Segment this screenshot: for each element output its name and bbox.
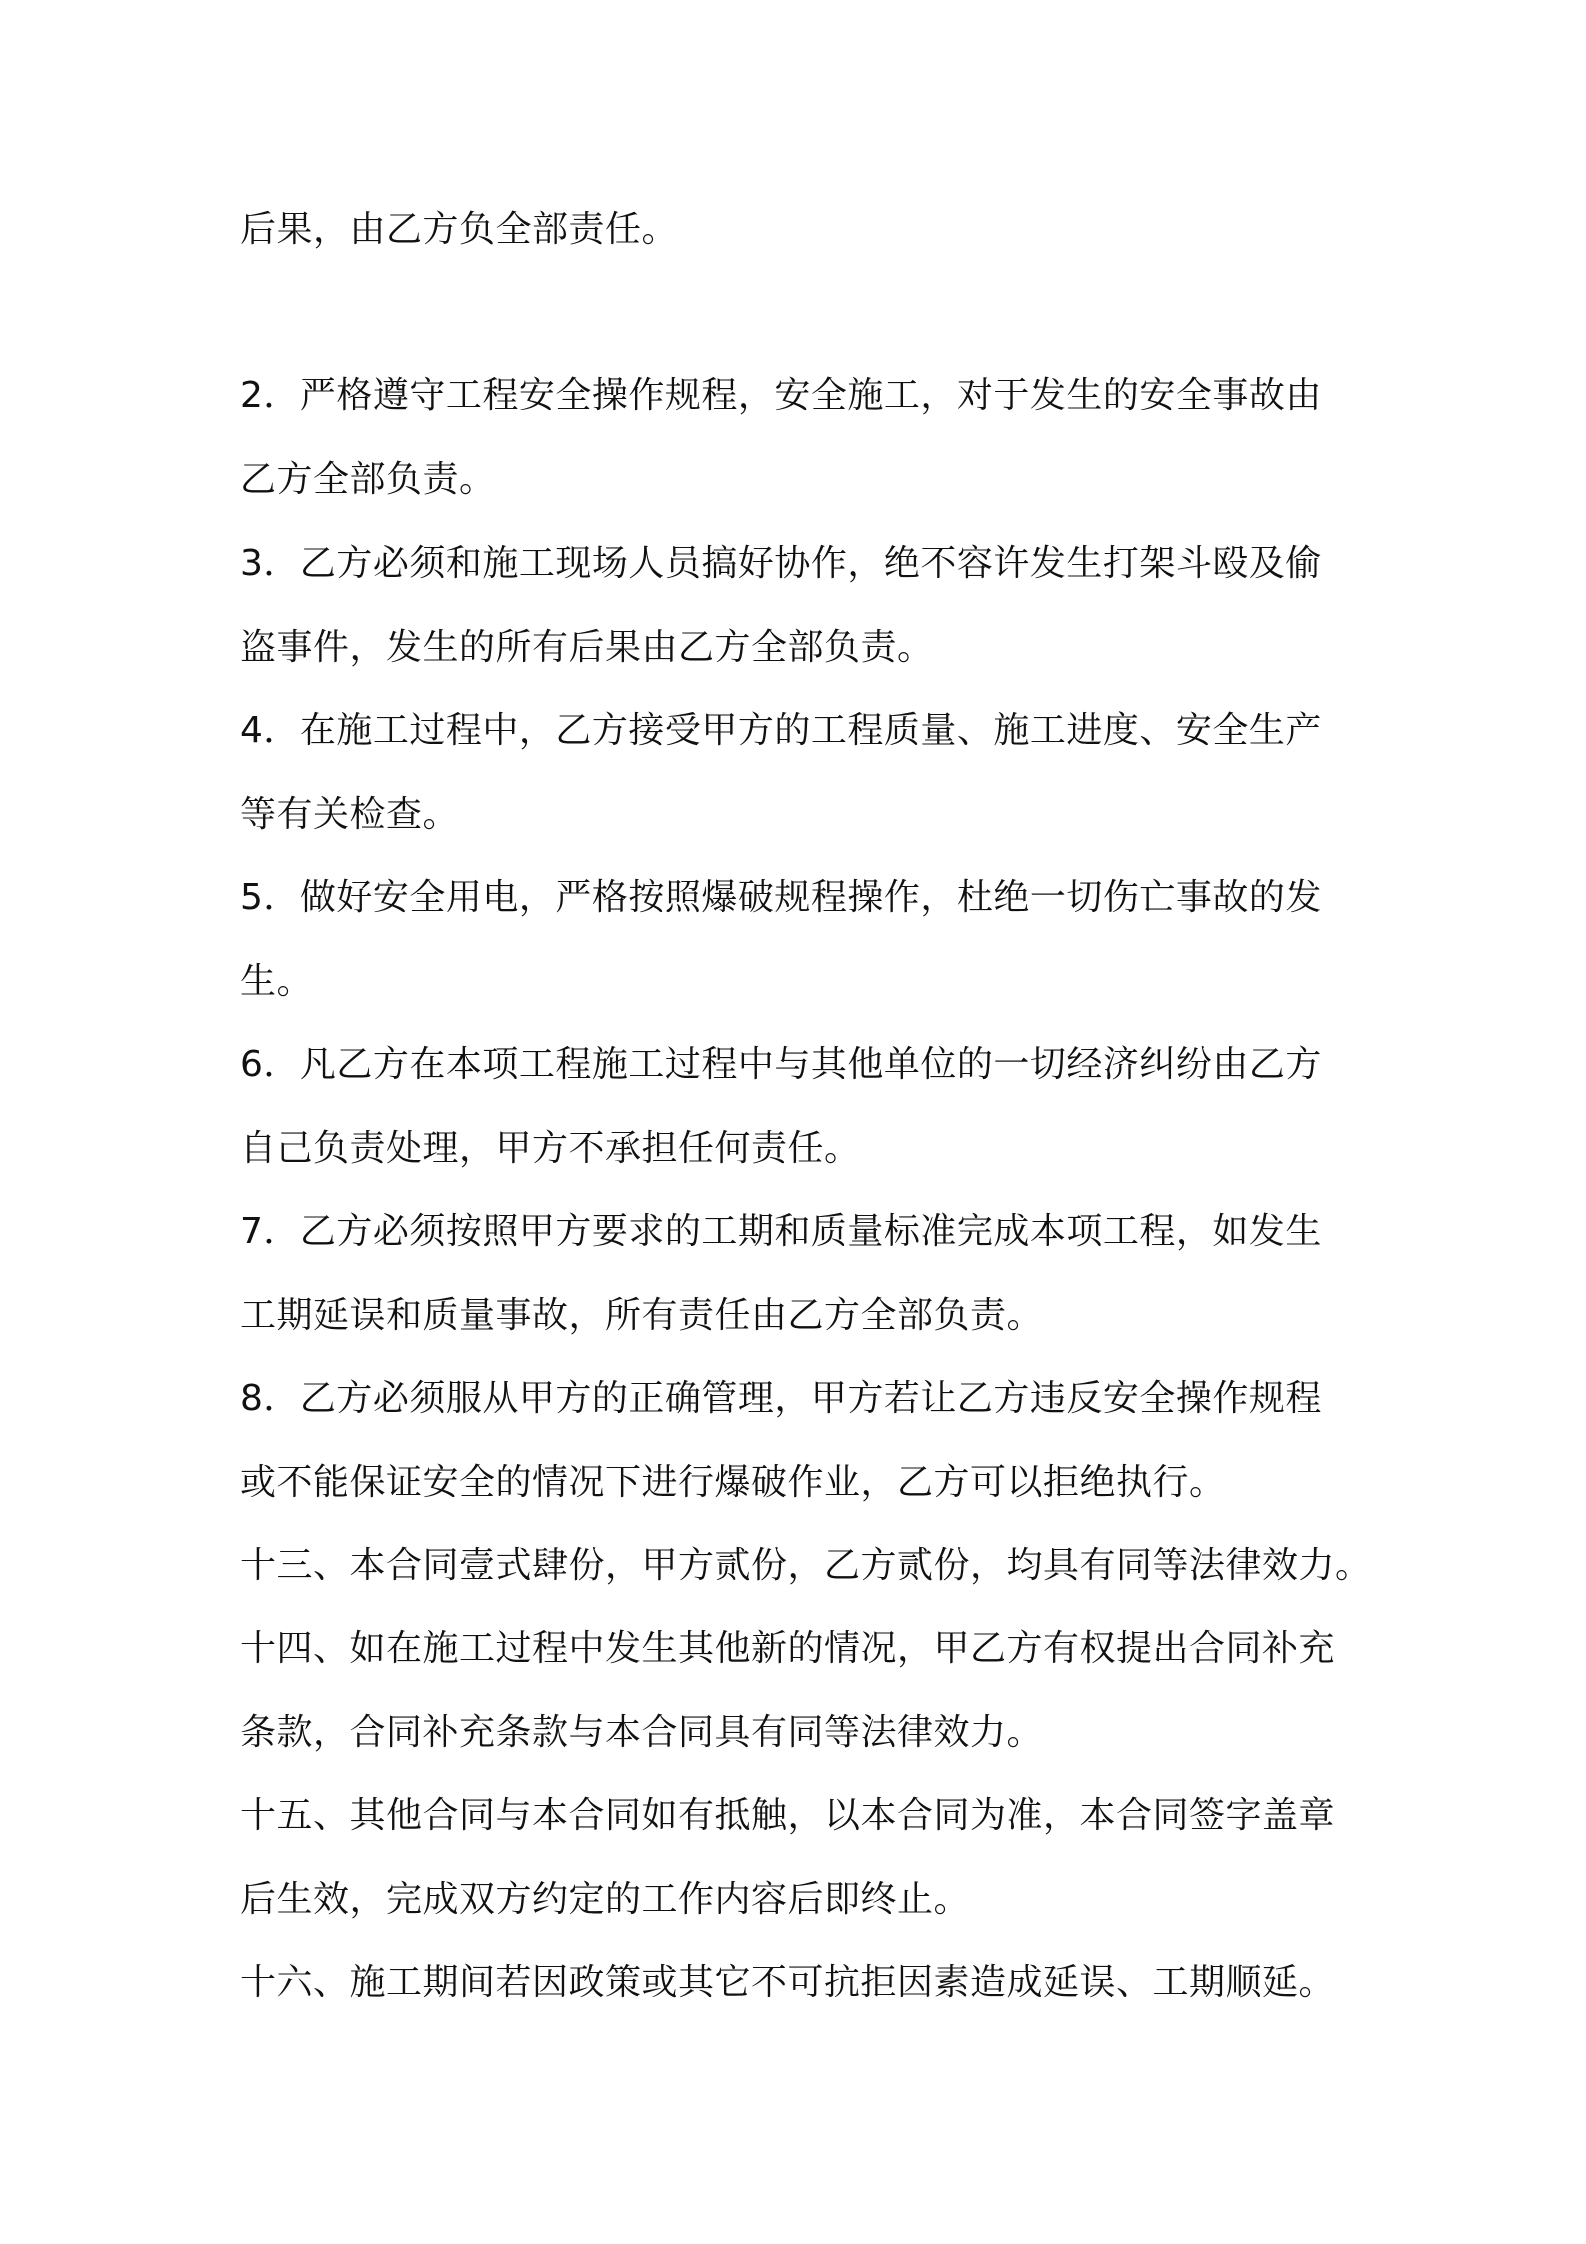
text-line: 5．做好安全用电，严格按照爆破规程操作，杜绝一切伤亡事故的发 <box>240 877 1322 918</box>
text-line: 生。 <box>240 961 314 1002</box>
text-line: 4．在施工过程中，乙方接受甲方的工程质量、施工进度、安全生产 <box>240 710 1322 751</box>
paragraph-liability-continuation <box>240 188 1360 272</box>
text-line: 后生效，完成双方约定的工作内容后即终止。 <box>240 1879 971 1920</box>
text-line: 十五、其他合同与本合同如有抵触，以本合同为准，本合同签字盖章 <box>240 1795 1336 1836</box>
clause-3-site-cooperation <box>240 522 1360 690</box>
text-line: 十四、如在施工过程中发生其他新的情况，甲乙方有权提出合同补充 <box>240 1628 1336 1669</box>
text-line: 条款，合同补充条款与本合同具有同等法律效力。 <box>240 1712 1044 1753</box>
clause-4-inspection <box>240 689 1360 857</box>
text-line: 2．严格遵守工程安全操作规程，安全施工，对于发生的安全事故由 <box>240 375 1322 416</box>
text-line: 6．凡乙方在本项工程施工过程中与其他单位的一切经济纠纷由乙方 <box>240 1044 1322 1085</box>
clause-2-safety-operation <box>240 354 1360 522</box>
text-line: 等有关检查。 <box>240 794 460 835</box>
text-line: 盗事件，发生的所有后果由乙方全部负责。 <box>240 627 934 668</box>
clause-8-management <box>240 1357 1360 1525</box>
text-line: 工期延误和质量事故，所有责任由乙方全部负责。 <box>240 1295 1044 1336</box>
clause-5-electrical-safety <box>240 856 1360 1024</box>
text-line: 乙方全部负责。 <box>240 459 496 500</box>
article-13-copies <box>240 1524 1372 1608</box>
article-15-precedence <box>240 1774 1360 1942</box>
text-line: 十六、施工期间若因政策或其它不可抗拒因素造成延误、工期顺延。 <box>240 1962 1336 2003</box>
article-14-supplementary-terms <box>240 1607 1360 1775</box>
text-line: 8．乙方必须服从甲方的正确管理，甲方若让乙方违反安全操作规程 <box>240 1378 1322 1419</box>
text-line: 7．乙方必须按照甲方要求的工期和质量标准完成本项工程，如发生 <box>240 1211 1322 1252</box>
text-line: 自己负责处理，甲方不承担任何责任。 <box>240 1128 861 1169</box>
text-line: 或不能保证安全的情况下进行爆破作业，乙方可以拒绝执行。 <box>240 1462 1226 1503</box>
clause-7-schedule-quality <box>240 1190 1360 1358</box>
article-16-force-majeure <box>240 1941 1360 2025</box>
clause-6-disputes <box>240 1023 1360 1191</box>
text-line: 3．乙方必须和施工现场人员搞好协作，绝不容许发生打架斗殴及偷 <box>240 543 1322 584</box>
text-line: 后果，由乙方负全部责任。 <box>240 209 679 250</box>
text-line: 十三、本合同壹式肆份，甲方贰份，乙方贰份，均具有同等法律效力。 <box>240 1545 1372 1586</box>
